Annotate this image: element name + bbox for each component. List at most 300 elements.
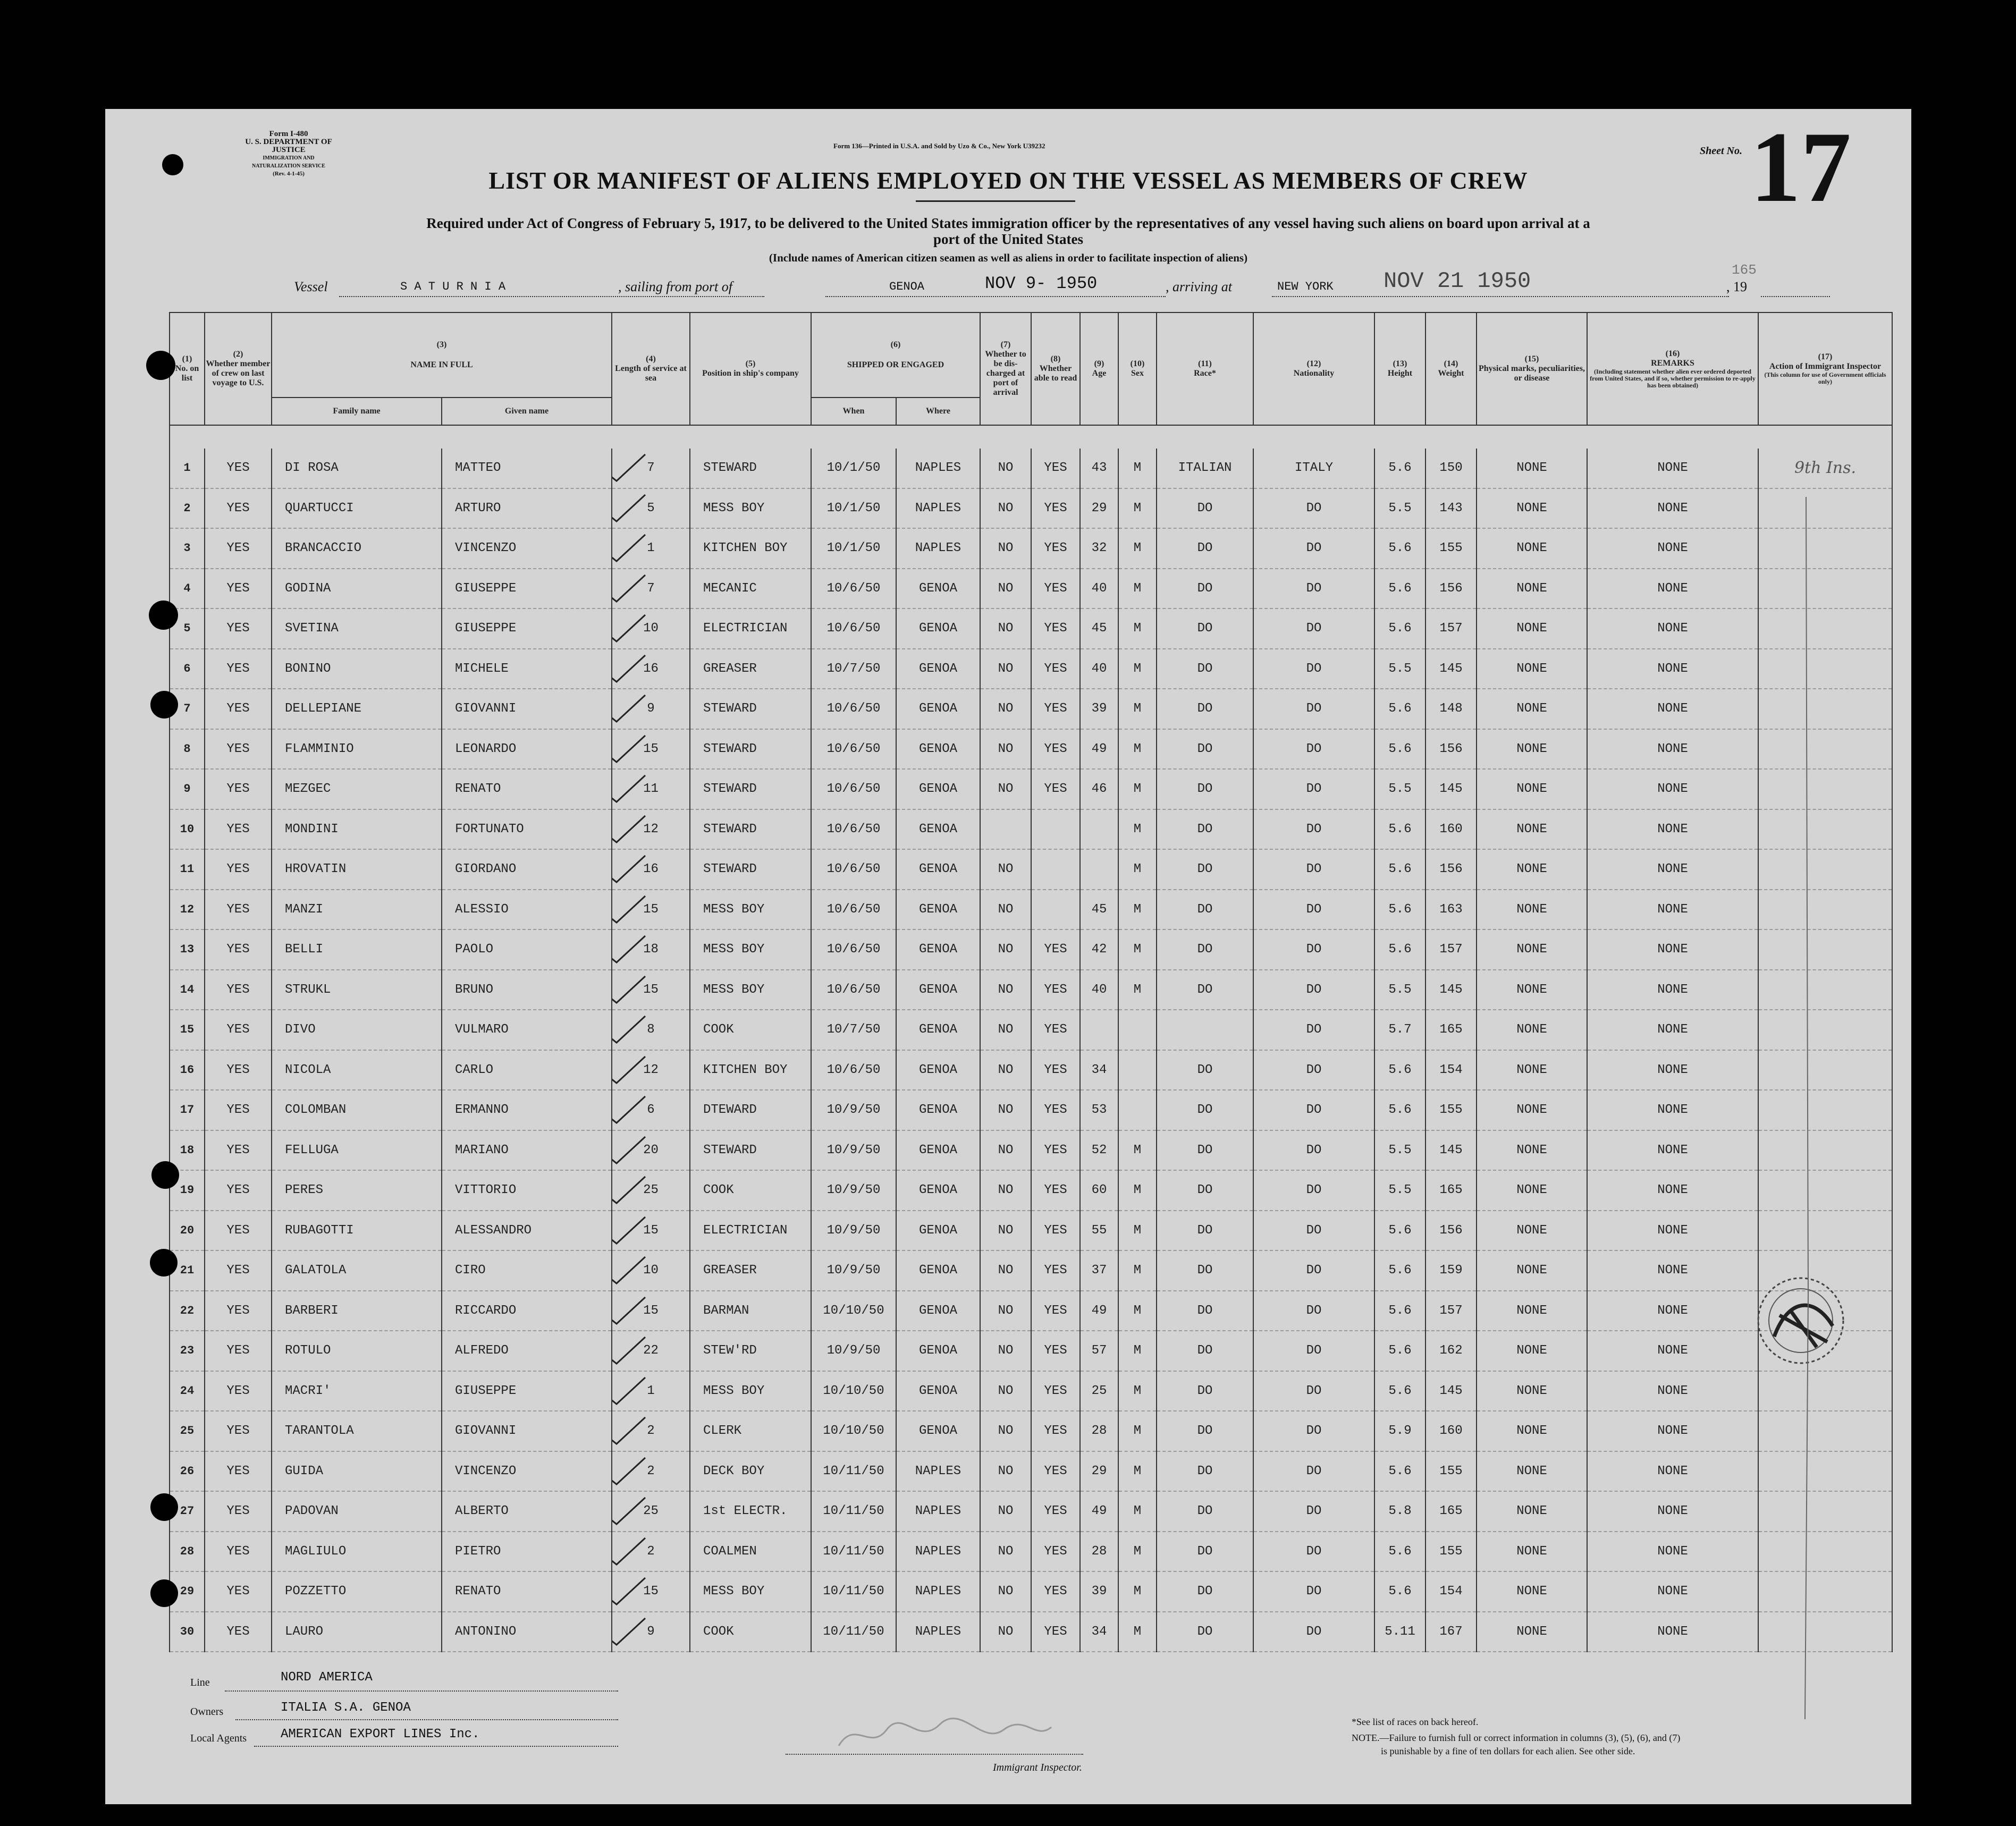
height-cell: 5.8 (1374, 1491, 1425, 1532)
nationality-cell: DO (1253, 1571, 1374, 1612)
sex-cell: M (1118, 849, 1157, 890)
remarks-cell: NONE (1587, 608, 1758, 649)
col-head-height: (13) Height (1374, 312, 1425, 425)
sex-cell (1118, 1050, 1157, 1090)
family-name-cell: STRUKL (272, 970, 442, 1010)
able-to-read-cell: YES (1031, 1411, 1080, 1451)
position-cell: MESS BOY (690, 970, 811, 1010)
position-cell: STEWARD (690, 809, 811, 850)
service-length-cell: 9 (612, 1612, 690, 1652)
table-row (170, 1050, 1892, 1090)
shipped-when-cell: 10/11/50 (811, 1451, 896, 1492)
weight-cell: 157 (1425, 1291, 1477, 1331)
nationality-cell: DO (1253, 1451, 1374, 1492)
remarks-cell: NONE (1587, 1451, 1758, 1492)
discharge-cell: NO (980, 528, 1031, 569)
given-name-cell: ALBERTO (442, 1491, 612, 1532)
age-cell: 60 (1080, 1170, 1118, 1211)
weight-cell: 157 (1425, 929, 1477, 970)
inspector-action-cell (1758, 890, 1892, 930)
race-cell: DO (1157, 809, 1253, 850)
age-cell: 45 (1080, 608, 1118, 649)
col-head-action: (17) Action of Immigrant Inspector (This column for use of Government officials only) (1758, 312, 1892, 425)
sex-cell: M (1118, 1491, 1157, 1532)
given-name-cell: LEONARDO (442, 729, 612, 770)
service-length-cell: 5 (612, 488, 690, 529)
service-length-cell: 15 (612, 1291, 690, 1331)
shipped-where-cell: NAPLES (896, 488, 980, 529)
given-name-cell: GIUSEPPE (442, 608, 612, 649)
race-cell: DO (1157, 1331, 1253, 1371)
last-voyage-cell: YES (205, 528, 272, 569)
physical-marks-cell: NONE (1477, 809, 1587, 850)
remarks-cell: NONE (1587, 1211, 1758, 1251)
race-cell: DO (1157, 1491, 1253, 1532)
year-underline (1761, 296, 1830, 297)
able-to-read-cell: YES (1031, 1211, 1080, 1251)
given-name-cell: GIUSEPPE (442, 569, 612, 609)
given-name-cell: ALFREDO (442, 1331, 612, 1371)
col-head-when: When (811, 398, 896, 425)
sheet-number: 17 (1750, 112, 1851, 223)
row-no-cell: 21 (170, 1250, 205, 1291)
shipped-where-cell: GENOA (896, 1170, 980, 1211)
weight-cell: 145 (1425, 649, 1477, 689)
able-to-read-cell: YES (1031, 1250, 1080, 1291)
physical-marks-cell: NONE (1477, 970, 1587, 1010)
nationality-cell: DO (1253, 1211, 1374, 1251)
race-cell: DO (1157, 488, 1253, 529)
table-body (170, 449, 1892, 1652)
discharge-cell: NO (980, 1170, 1031, 1211)
physical-marks-cell: NONE (1477, 929, 1587, 970)
inspector-action-cell (1758, 849, 1892, 890)
race-cell: DO (1157, 1050, 1253, 1090)
weight-cell: 155 (1425, 1532, 1477, 1572)
given-name-cell: PAOLO (442, 929, 612, 970)
family-name-cell: MACRI' (272, 1371, 442, 1411)
row-no-cell: 2 (170, 488, 205, 529)
sex-cell: M (1118, 449, 1157, 488)
agents-label: Local Agents (190, 1732, 247, 1744)
weight-cell: 154 (1425, 1571, 1477, 1612)
position-cell: COOK (690, 1170, 811, 1211)
table-row (170, 849, 1892, 890)
race-cell: DO (1157, 1130, 1253, 1171)
nationality-cell: DO (1253, 809, 1374, 850)
service-length-cell: 6 (612, 1090, 690, 1130)
col-head-position: (5) Position in ship's company (690, 312, 811, 425)
height-cell: 5.6 (1374, 1331, 1425, 1371)
weight-cell: 156 (1425, 849, 1477, 890)
shipped-when-cell: 10/6/50 (811, 729, 896, 770)
height-cell: 5.6 (1374, 608, 1425, 649)
given-name-cell: CARLO (442, 1050, 612, 1090)
inspector-action-cell (1758, 1612, 1892, 1652)
position-cell: COALMEN (690, 1532, 811, 1572)
check-mark-icon (612, 451, 649, 483)
shipped-where-cell: NAPLES (896, 1571, 980, 1612)
row-no-cell: 29 (170, 1571, 205, 1612)
discharge-cell: NO (980, 1612, 1031, 1652)
age-cell: 55 (1080, 1211, 1118, 1251)
shipped-when-cell: 10/1/50 (811, 488, 896, 529)
physical-marks-cell: NONE (1477, 449, 1587, 488)
shipped-where-cell: GENOA (896, 1130, 980, 1171)
last-voyage-cell: YES (205, 890, 272, 930)
agents-underline (254, 1746, 618, 1747)
height-cell: 5.7 (1374, 1010, 1425, 1050)
inspector-action-cell (1758, 649, 1892, 689)
given-name-cell: FORTUNATO (442, 809, 612, 850)
family-name-cell: PADOVAN (272, 1491, 442, 1532)
shipped-where-cell: NAPLES (896, 1451, 980, 1492)
height-cell: 5.5 (1374, 649, 1425, 689)
nationality-cell: ITALY (1253, 449, 1374, 488)
table-row (170, 769, 1892, 809)
discharge-cell: NO (980, 890, 1031, 930)
physical-marks-cell: NONE (1477, 890, 1587, 930)
discharge-cell: NO (980, 608, 1031, 649)
weight-cell: 148 (1425, 689, 1477, 729)
shipped-when-cell: 10/6/50 (811, 890, 896, 930)
sex-cell: M (1118, 649, 1157, 689)
shipped-where-cell: NAPLES (896, 1491, 980, 1532)
row-no-cell: 26 (170, 1451, 205, 1492)
col-head-given-name: Given name (442, 398, 612, 425)
shipped-when-cell: 10/10/50 (811, 1411, 896, 1451)
sex-cell: M (1118, 1451, 1157, 1492)
service: IMMIGRATION AND NATURALIZATION SERVICE (252, 155, 325, 169)
weight-cell: 145 (1425, 1130, 1477, 1171)
height-cell: 5.6 (1374, 528, 1425, 569)
sex-cell: M (1118, 689, 1157, 729)
height-cell: 5.5 (1374, 769, 1425, 809)
service-length-cell: 2 (612, 1532, 690, 1572)
shipped-where-cell: GENOA (896, 849, 980, 890)
shipped-when-cell: 10/1/50 (811, 528, 896, 569)
shipped-when-cell: 10/1/50 (811, 449, 896, 488)
inspector-action-cell (1758, 1170, 1892, 1211)
sex-cell: M (1118, 890, 1157, 930)
inspector-action-cell (1758, 1451, 1892, 1492)
owners-underline (235, 1719, 618, 1720)
nationality-cell: DO (1253, 1250, 1374, 1291)
row-no-cell: 1 (170, 449, 205, 488)
height-cell: 5.6 (1374, 929, 1425, 970)
remarks-cell: NONE (1587, 849, 1758, 890)
age-cell: 43 (1080, 449, 1118, 488)
able-to-read-cell: YES (1031, 929, 1080, 970)
table-row (170, 1250, 1892, 1291)
sex-cell: M (1118, 1130, 1157, 1171)
table-row (170, 488, 1892, 529)
shipped-where-cell: NAPLES (896, 528, 980, 569)
remarks-cell: NONE (1587, 929, 1758, 970)
nationality-cell: DO (1253, 1612, 1374, 1652)
race-cell: DO (1157, 1451, 1253, 1492)
inspector-action-cell (1758, 488, 1892, 529)
col-head-service: (4) Length of service at sea (612, 312, 690, 425)
position-cell: KITCHEN BOY (690, 1050, 811, 1090)
given-name-cell: GIOVANNI (442, 1411, 612, 1451)
nationality-cell: DO (1253, 769, 1374, 809)
race-cell: DO (1157, 1090, 1253, 1130)
age-cell: 46 (1080, 769, 1118, 809)
position-cell: ELECTRICIAN (690, 608, 811, 649)
sex-cell: M (1118, 1211, 1157, 1251)
remarks-cell: NONE (1587, 729, 1758, 770)
remarks-cell: NONE (1587, 1010, 1758, 1050)
service-length-cell: 10 (612, 1250, 690, 1291)
vessel-name: S A T U R N I A (400, 280, 506, 293)
able-to-read-cell: YES (1031, 1532, 1080, 1572)
position-cell: MESS BOY (690, 1371, 811, 1411)
service-length-cell: 25 (612, 1170, 690, 1211)
service-length-cell: 7 (612, 449, 690, 488)
race-cell: DO (1157, 849, 1253, 890)
age-cell: 34 (1080, 1612, 1118, 1652)
port-underline (825, 296, 1166, 297)
able-to-read-cell: YES (1031, 1130, 1080, 1171)
family-name-cell: BELLI (272, 929, 442, 970)
nationality-cell: DO (1253, 1532, 1374, 1572)
service-length-cell: 1 (612, 1371, 690, 1411)
discharge-cell: NO (980, 1090, 1031, 1130)
race-cell: DO (1157, 1211, 1253, 1251)
sailing-date: NOV 9- 1950 (985, 274, 1098, 293)
title-underline (916, 200, 1075, 202)
inspector-action-cell (1758, 1532, 1892, 1572)
punch-hole (150, 1493, 178, 1521)
nationality-cell: DO (1253, 1371, 1374, 1411)
remarks-cell: NONE (1587, 1532, 1758, 1572)
col-head-weight: (14) Weight (1425, 312, 1477, 425)
shipped-when-cell: 10/11/50 (811, 1612, 896, 1652)
col-head-no: (1) No. on list (170, 312, 205, 425)
sex-cell: M (1118, 1331, 1157, 1371)
physical-marks-cell: NONE (1477, 1532, 1587, 1572)
able-to-read-cell: YES (1031, 1291, 1080, 1331)
race-cell: DO (1157, 970, 1253, 1010)
sex-cell: M (1118, 569, 1157, 609)
service-length-cell: 11 (612, 769, 690, 809)
age-cell: 34 (1080, 1050, 1118, 1090)
remarks-cell: NONE (1587, 1090, 1758, 1130)
service-length-cell: 20 (612, 1130, 690, 1171)
age-cell: 57 (1080, 1331, 1118, 1371)
shipped-where-cell: GENOA (896, 1090, 980, 1130)
height-cell: 5.6 (1374, 689, 1425, 729)
family-name-cell: GUIDA (272, 1451, 442, 1492)
position-cell: ELECTRICIAN (690, 1211, 811, 1251)
discharge-cell: NO (980, 970, 1031, 1010)
nationality-cell: DO (1253, 1491, 1374, 1532)
service-length-cell: 25 (612, 1491, 690, 1532)
able-to-read-cell: YES (1031, 528, 1080, 569)
nationality-cell: DO (1253, 1331, 1374, 1371)
position-cell: COOK (690, 1612, 811, 1652)
given-name-cell: ALESSIO (442, 890, 612, 930)
remarks-cell: NONE (1587, 1050, 1758, 1090)
shipped-where-cell: GENOA (896, 1291, 980, 1331)
shipped-when-cell: 10/7/50 (811, 649, 896, 689)
given-name-cell: ALESSANDRO (442, 1211, 612, 1251)
row-no-cell: 10 (170, 809, 205, 850)
discharge-cell: NO (980, 1451, 1031, 1492)
age-cell: 52 (1080, 1130, 1118, 1171)
discharge-cell: NO (980, 1331, 1031, 1371)
age-cell: 40 (1080, 649, 1118, 689)
remarks-cell: NONE (1587, 1331, 1758, 1371)
vessel-label: Vessel (294, 279, 328, 294)
family-name-cell: ROTULO (272, 1331, 442, 1371)
service-length-cell: 15 (612, 1571, 690, 1612)
sex-cell: M (1118, 1170, 1157, 1211)
able-to-read-cell: YES (1031, 1571, 1080, 1612)
race-cell: ITALIAN (1157, 449, 1253, 488)
table-row (170, 569, 1892, 609)
remarks-cell: NONE (1587, 649, 1758, 689)
given-name-cell: RICCARDO (442, 1291, 612, 1331)
age-cell: 49 (1080, 729, 1118, 770)
sex-cell: M (1118, 528, 1157, 569)
remarks-cell: NONE (1587, 528, 1758, 569)
able-to-read-cell: YES (1031, 1371, 1080, 1411)
discharge-cell: NO (980, 929, 1031, 970)
shipped-when-cell: 10/10/50 (811, 1291, 896, 1331)
height-cell: 5.6 (1374, 1211, 1425, 1251)
arrival-underline (1272, 296, 1729, 297)
nationality-cell: DO (1253, 528, 1374, 569)
table-row (170, 1451, 1892, 1492)
table-row (170, 1170, 1892, 1211)
race-cell: DO (1157, 769, 1253, 809)
physical-marks-cell: NONE (1477, 488, 1587, 529)
height-cell: 5.6 (1374, 729, 1425, 770)
able-to-read-cell: YES (1031, 769, 1080, 809)
discharge-cell: NO (980, 1532, 1031, 1572)
last-voyage-cell: YES (205, 1371, 272, 1411)
physical-marks-cell: NONE (1477, 1451, 1587, 1492)
family-name-cell: POZZETTO (272, 1571, 442, 1612)
table-row (170, 449, 1892, 488)
check-mark-icon (612, 1093, 649, 1125)
physical-marks-cell: NONE (1477, 1130, 1587, 1171)
row-no-cell: 6 (170, 649, 205, 689)
height-cell: 5.6 (1374, 1451, 1425, 1492)
sex-cell: M (1118, 1411, 1157, 1451)
last-voyage-cell: YES (205, 1291, 272, 1331)
height-cell: 5.6 (1374, 1532, 1425, 1572)
last-voyage-cell: YES (205, 970, 272, 1010)
line-label: Line (190, 1677, 210, 1688)
family-name-cell: BARBERI (272, 1291, 442, 1331)
printer-line: Form 136—Printed in U.S.A. and Sold by Uzo & Co., New York U39232 (833, 142, 1045, 150)
table-row (170, 689, 1892, 729)
height-cell: 5.6 (1374, 1050, 1425, 1090)
age-cell: 39 (1080, 689, 1118, 729)
inspector-action-cell: 9th Ins. (1758, 449, 1892, 488)
sex-cell: M (1118, 769, 1157, 809)
nationality-cell: DO (1253, 1170, 1374, 1211)
service-length-cell: 22 (612, 1331, 690, 1371)
remarks-cell: NONE (1587, 1130, 1758, 1171)
remarks-cell: NONE (1587, 1291, 1758, 1331)
height-cell: 5.6 (1374, 1250, 1425, 1291)
service-length-cell: 12 (612, 1050, 690, 1090)
remarks-cell: NONE (1587, 1612, 1758, 1652)
given-name-cell: BRUNO (442, 970, 612, 1010)
family-name-cell: DIVO (272, 1010, 442, 1050)
row-no-cell: 23 (170, 1331, 205, 1371)
service-length-cell: 2 (612, 1451, 690, 1492)
shipped-when-cell: 10/6/50 (811, 929, 896, 970)
discharge-cell: NO (980, 1291, 1031, 1331)
table-row (170, 608, 1892, 649)
shipped-when-cell: 10/9/50 (811, 1211, 896, 1251)
last-voyage-cell: YES (205, 689, 272, 729)
able-to-read-cell (1031, 849, 1080, 890)
sex-cell: M (1118, 1571, 1157, 1612)
position-cell: KITCHEN BOY (690, 528, 811, 569)
age-cell (1080, 849, 1118, 890)
weight-cell: 156 (1425, 1211, 1477, 1251)
weight-cell: 150 (1425, 449, 1477, 488)
position-cell: BARMAN (690, 1291, 811, 1331)
weight-cell: 160 (1425, 1411, 1477, 1451)
given-name-cell: MATTEO (442, 449, 612, 488)
agents-value: AMERICAN EXPORT LINES Inc. (281, 1727, 480, 1742)
discharge-cell: NO (980, 689, 1031, 729)
family-name-cell: DELLEPIANE (272, 689, 442, 729)
service-length-cell: 10 (612, 608, 690, 649)
shipped-where-cell: GENOA (896, 1411, 980, 1451)
row-no-cell: 8 (170, 729, 205, 770)
given-name-cell: PIETRO (442, 1532, 612, 1572)
able-to-read-cell: YES (1031, 488, 1080, 529)
sex-cell: M (1118, 970, 1157, 1010)
able-to-read-cell: YES (1031, 1612, 1080, 1652)
shipped-when-cell: 10/6/50 (811, 809, 896, 850)
last-voyage-cell: YES (205, 849, 272, 890)
given-name-cell: RENATO (442, 1571, 612, 1612)
shipped-where-cell: NAPLES (896, 1532, 980, 1572)
races-note: *See list of races on back hereof. (1352, 1717, 1479, 1727)
height-cell: 5.5 (1374, 1170, 1425, 1211)
nationality-cell: DO (1253, 488, 1374, 529)
shipped-when-cell: 10/11/50 (811, 1532, 896, 1572)
position-cell: MESS BOY (690, 929, 811, 970)
inspector-action-cell (1758, 1090, 1892, 1130)
age-cell: 45 (1080, 890, 1118, 930)
shipped-where-cell: GENOA (896, 729, 980, 770)
able-to-read-cell: YES (1031, 1010, 1080, 1050)
service-length-cell: 15 (612, 1211, 690, 1251)
physical-marks-cell: NONE (1477, 649, 1587, 689)
family-name-cell: LAURO (272, 1612, 442, 1652)
sex-cell: M (1118, 729, 1157, 770)
service-length-cell: 15 (612, 729, 690, 770)
last-voyage-cell: YES (205, 929, 272, 970)
nationality-cell: DO (1253, 1411, 1374, 1451)
col-head-race: (11) Race* (1157, 312, 1253, 425)
line-value: NORD AMERICA (281, 1670, 373, 1685)
inspector-action-cell (1758, 929, 1892, 970)
age-cell: 25 (1080, 1371, 1118, 1411)
discharge-cell: NO (980, 449, 1031, 488)
check-mark-icon (612, 531, 649, 563)
